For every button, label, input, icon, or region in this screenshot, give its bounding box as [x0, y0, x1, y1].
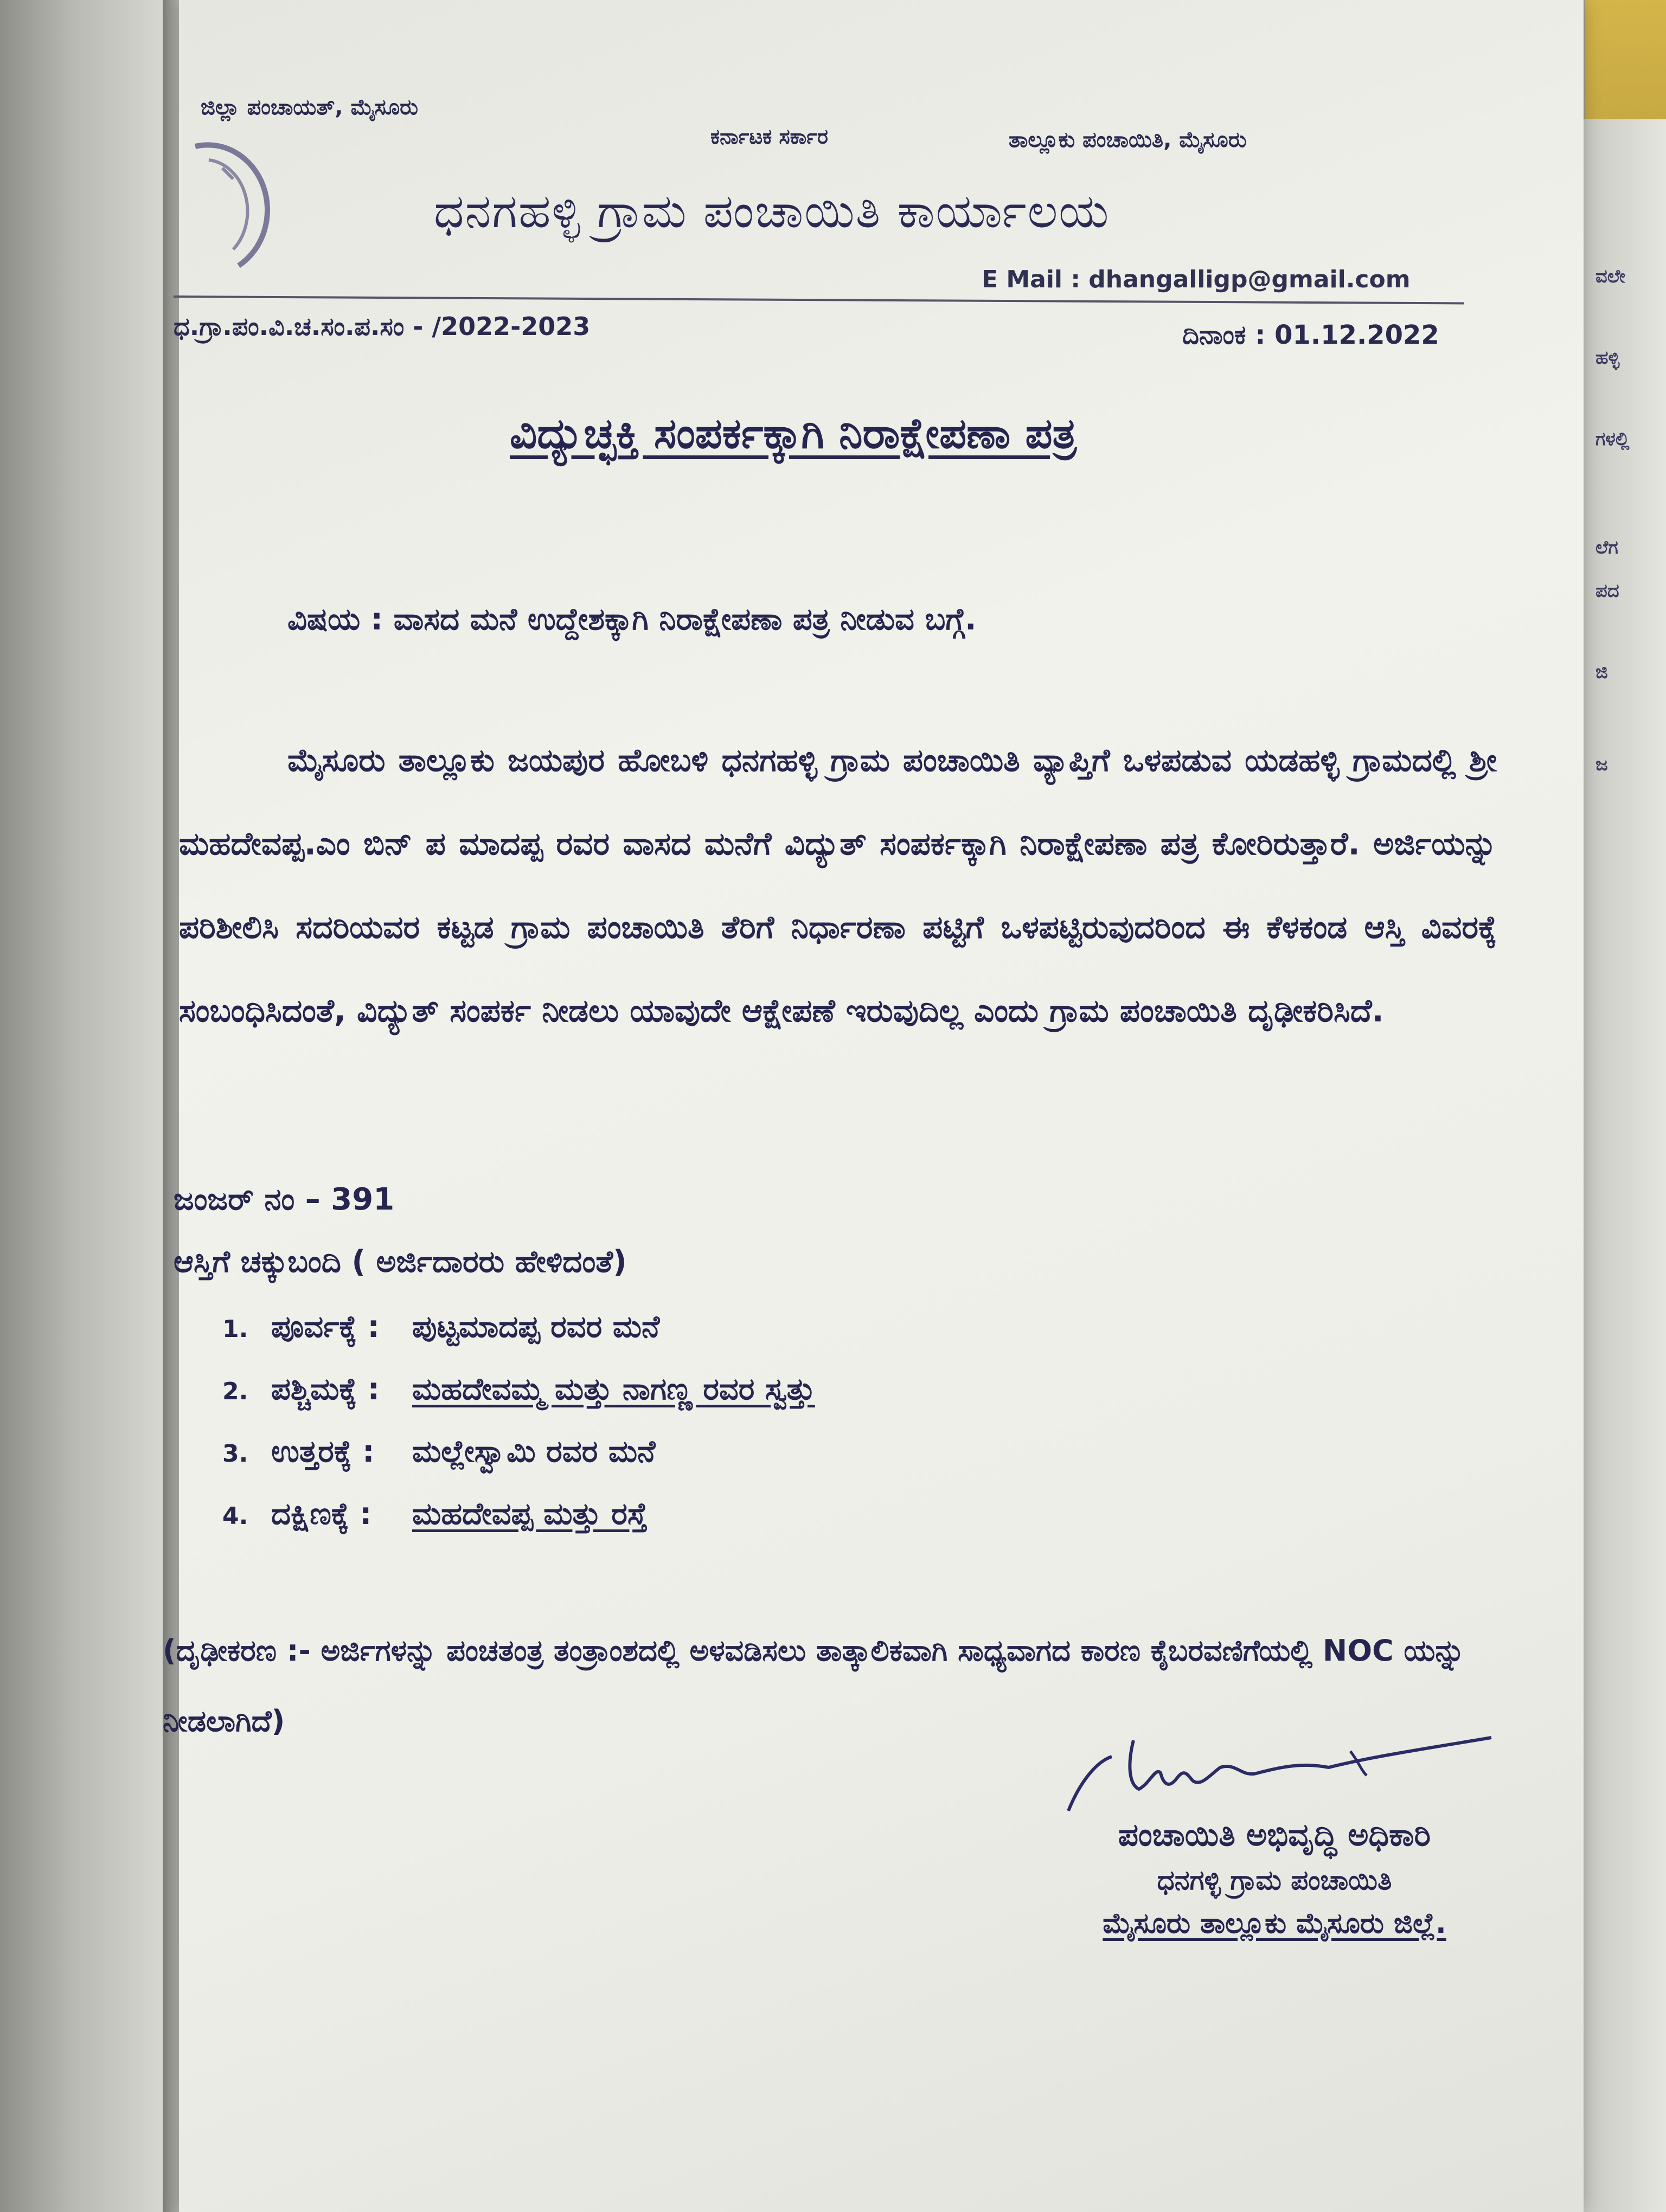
letter-date: ದಿನಾಂಕ : 01.12.2022 — [1182, 320, 1439, 350]
body-paragraph: ಮೈಸೂರು ತಾಲ್ಲೂಕು ಜಯಪುರ ಹೋಬಳಿ ಧನಗಹಳ್ಳಿ ಗ್ರಾಮ ಪಂಚಾಯಿತಿ ವ್ಯಾಪ್ತಿಗೆ ಒಳಪಡುವ ಯಡಹಳ್ಳಿ ಗ್ರಾಮದಲ್ಲಿ ಶ್ರೀ ಮಹದೇವಪ್ಪ.ಎಂ ಬಿನ್ ಪ ಮಾದಪ್ಪ ರವರ ವಾಸದ ಮನೆಗೆ ವಿದ್ಯುತ್ ಸಂಪರ್ಕಕ್ಕಾಗಿ ನಿರಾಕ್ಷೇಪಣಾ ಪತ್ರ ಕೋರಿರುತ್ತಾರೆ. ಅರ್ಜಿಯನ್ನು ಪರಿಶೀಲಿಸಿ ಸದರಿಯವರ ಕಟ್ಟಡ ಗ್ರಾಮ ಪಂಚಾಯಿತಿ ತೆರಿಗೆ ನಿರ್ಧಾರಣಾ ಪಟ್ಟಿಗೆ ಒಳಪಟ್ಟಿರುವುದರಿಂದ ಈ ಕೆಳಕಂಡ ಆಸ್ತಿ ವಿವರಕ್ಕೆ ಸಂಬಂಧಿಸಿದಂತೆ, ವಿದ್ಯುತ್ ಸಂಪರ್ಕ ನೀಡಲು ಯಾವುದೇ ಆಕ್ಷೇಪಣೆ ಇರುವುದಿಲ್ಲ ಎಂದು ಗ್ರಾಮ ಪಂಚಾಯಿತಿ ದೃಢೀಕರಿಸಿದೆ. — [179, 742, 1497, 1029]
reference-number: ಧ.ಗ್ರಾ.ಪಂ.ವಿ.ಚ.ಸಂ.ಪ.ಸಂ - /2022-2023 — [174, 312, 591, 341]
boundary-west — [222, 1372, 815, 1407]
email-address: E Mail : dhangalligp@gmail.com — [982, 266, 1411, 293]
boundary-value: ಪುಟ್ಟಮಾದಪ್ಪ ರವರ ಮನೆ — [412, 1309, 660, 1345]
margin-text: ಲೆಗ — [1595, 537, 1618, 558]
header-divider — [174, 295, 1464, 304]
signatory-place: ಮೈಸೂರು ತಾಲ್ಲೂಕು ಮೈಸೂರು ಜಿಲ್ಲೆ. — [1103, 1907, 1446, 1940]
boundary-north — [222, 1434, 655, 1470]
noc-letter — [163, 0, 1584, 2212]
margin-text: ಪದ — [1595, 580, 1619, 602]
binder-edge — [0, 0, 163, 2212]
underlying-page — [1579, 119, 1666, 2212]
boundary-value: ಮಹದೇವಪ್ಪ ಮತ್ತು ರಸ್ತೆ — [412, 1496, 648, 1532]
margin-text: ಜಿ — [1595, 661, 1608, 683]
boundary-east — [222, 1309, 659, 1345]
district-panchayat-label: ಜಿಲ್ಲಾ ಪಂಚಾಯತ್, ಮೈಸೂರು — [201, 95, 418, 120]
boundary-direction: ಪಶ್ಚಿಮಕ್ಕೆ : — [271, 1372, 380, 1407]
boundary-value: ಮಲ್ಲೇಸ್ವಾಮಿ ರವರ ಮನೆ — [412, 1434, 656, 1469]
officer-signature — [1047, 1724, 1589, 1822]
margin-text: ಜ — [1595, 754, 1608, 775]
boundary-direction: ಪೂರ್ವಕ್ಕೆ : — [271, 1309, 380, 1345]
signatory-office: ಧನಗಳ್ಳಿ ಗ್ರಾಮ ಪಂಚಾಯಿತಿ — [1157, 1864, 1392, 1896]
boundary-number: 2. — [222, 1378, 248, 1405]
signature-block — [1003, 1816, 1546, 1940]
margin-text: ಹಳ್ಳಿ — [1595, 347, 1620, 369]
document-title: ವಿದ್ಯುಚ್ಛಕ್ತಿ ಸಂಪರ್ಕಕ್ಕಾಗಿ ನಿರಾಕ್ಷೇಪಣಾ ಪತ್ರ — [510, 409, 1077, 458]
boundary-south — [222, 1496, 648, 1532]
boundary-value: ಮಹದೇವಮ್ಮ ಮತ್ತು ನಾಗಣ್ಣ ರವರ ಸ್ವತ್ತು — [412, 1372, 815, 1407]
subject-line: ವಿಷಯ : ವಾಸದ ಮನೆ ಉದ್ದೇಶಕ್ಕಾಗಿ ನಿರಾಕ್ಷೇಪಣಾ ಪತ್ರ ನೀಡುವ ಬಗ್ಗೆ. — [287, 602, 977, 637]
boundary-direction: ಉತ್ತರಕ್ಕೆ : — [271, 1434, 375, 1469]
boundaries-heading: ಆಸ್ತಿಗೆ ಚಕ್ಕುಬಂದಿ ( ಅರ್ಜಿದಾರರು ಹೇಳಿದಂತೆ) — [174, 1244, 627, 1279]
government-label: ಕರ್ನಾಟಕ ಸರ್ಕಾರ — [710, 125, 828, 149]
boundary-direction: ದಕ್ಷಿಣಕ್ಕೆ : — [271, 1496, 372, 1532]
office-title: ಧನಗಹಳ್ಳಿ ಗ್ರಾಮ ಪಂಚಾಯಿತಿ ಕಾರ್ಯಾಲಯ — [434, 184, 1110, 239]
margin-text: ಗಳಲ್ಲಿ — [1595, 428, 1630, 450]
margin-text: ವಲೇ — [1595, 266, 1626, 287]
yellow-folder-corner — [1585, 0, 1666, 136]
taluk-panchayat-label: ತಾಲ್ಲೂಕು ಪಂಚಾಯಿತಿ, ಮೈಸೂರು — [1009, 127, 1247, 152]
survey-number: ಜಂಜರ್ ನಂ – 391 — [174, 1182, 395, 1217]
signatory-designation: ಪಂಚಾಯಿತಿ ಅಭಿವೃದ್ಧಿ ಅಧಿಕಾರಿ — [1118, 1816, 1431, 1853]
boundary-number: 3. — [222, 1440, 248, 1468]
endorsement-note: (ದೃಢೀಕರಣ :- ಅರ್ಜಿಗಳನ್ನು ಪಂಚತಂತ್ರ ತಂತ್ರಾಂಶದಲ್ಲಿ ಅಳವಡಿಸಲು ತಾತ್ಕಾಲಿಕವಾಗಿ ಸಾಧ್ಯವಾಗದ ಕಾರಣ ಕೈಬರವಣಿಗೆಯಲ್ಲಿ NOC ಯನ್ನು ನೀಡಲಾಗಿದೆ) — [163, 1634, 1465, 1738]
office-seal-icon — [157, 136, 277, 276]
boundary-number: 1. — [222, 1315, 248, 1343]
boundary-number: 4. — [222, 1502, 248, 1530]
